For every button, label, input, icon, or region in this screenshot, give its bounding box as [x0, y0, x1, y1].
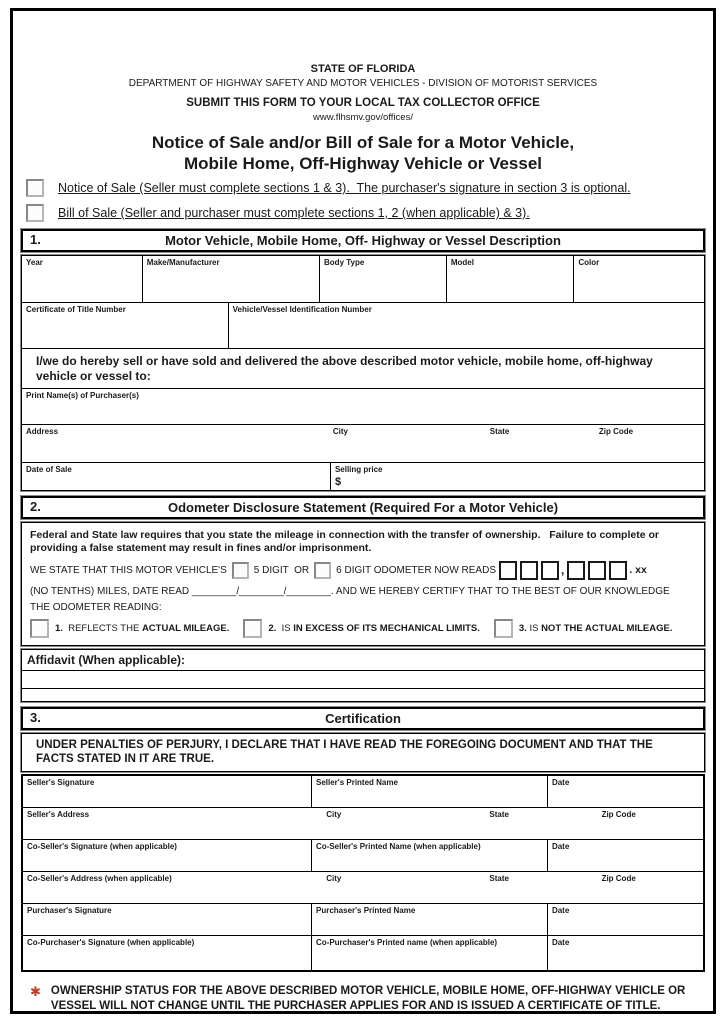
- city-label: City: [332, 426, 349, 436]
- option3-text: IS: [529, 622, 542, 634]
- section3-number: 3.: [30, 709, 41, 725]
- model-label: Model: [450, 257, 474, 267]
- excess-mechanical-limits-checkbox[interactable]: [243, 619, 262, 638]
- certification-statement-box: [21, 733, 705, 772]
- option2-text: IS: [281, 622, 294, 634]
- co-seller-zip-label: Zip Code: [601, 873, 636, 883]
- seller-signature-field[interactable]: [23, 776, 312, 807]
- sale-statement: I/we do hereby sell or have sold and delivered the above described motor vehicle, mobile home, off-highway vehicle or vessel to:: [36, 353, 653, 383]
- form-page: [10, 8, 716, 1014]
- certification-statement: UNDER PENALTIES OF PERJURY, I DECLARE THAT I HAVE READ THE FOREGOING DOCUMENT AND THAT THE FACTS STATED IN IT ARE TRUE.: [36, 738, 653, 765]
- co-seller-date-label: Date: [551, 841, 570, 851]
- section2-number: 2.: [30, 498, 41, 514]
- zip-label: Zip Code: [598, 426, 634, 436]
- section3-title: Certification: [325, 710, 401, 726]
- odometer-statement-line: [30, 561, 696, 580]
- purchaser-name-label: Print Name(s) of Purchaser(s): [26, 390, 139, 400]
- not-actual-mileage-checkbox[interactable]: [494, 619, 513, 638]
- odometer-reading-options: [30, 619, 696, 638]
- section1-number: 1.: [30, 231, 41, 247]
- bill-of-sale-label: Bill of Sale (Seller and purchaser must complete sections 1, 2 (when applicable) & 3).: [58, 206, 530, 220]
- year-label: Year: [26, 257, 43, 267]
- co-seller-state-label: State: [489, 873, 509, 883]
- model-field[interactable]: [447, 256, 575, 302]
- co-purchaser-date-label: Date: [551, 937, 570, 947]
- title-number-field[interactable]: [22, 303, 229, 348]
- seller-date-field[interactable]: [548, 776, 703, 807]
- seller-address-label: Seller's Address: [27, 809, 90, 819]
- body-type-label: Body Type: [324, 257, 365, 267]
- ownership-note-text: OWNERSHIP STATUS FOR THE ABOVE DESCRIBED MOTOR VEHICLE, MOBILE HOME, OFF-HIGHWAY VEHICLE OR VESSEL WILL NOT CHANGE UNTIL THE PURCHASER APPLIES FOR AND IS ISSUED A CERTIFICATE OF TITLE.: [50, 984, 686, 1012]
- actual-mileage-checkbox[interactable]: [30, 619, 49, 638]
- section3-header: [21, 707, 705, 730]
- option2-number: 2.: [268, 622, 282, 634]
- title-number-label: Certificate of Title Number: [26, 304, 126, 314]
- vin-label: Vehicle/Vessel Identification Number: [232, 304, 372, 314]
- form-title-line1: Notice of Sale and/or Bill of Sale for a Motor Vehicle,: [151, 132, 575, 152]
- co-seller-signature-label: Co-Seller's Signature (when applicable): [27, 841, 177, 851]
- red-asterisk-icon: ✱: [30, 983, 41, 999]
- section1-header: [21, 229, 705, 252]
- seller-address-row[interactable]: [23, 807, 703, 839]
- option1-number: 1.: [55, 622, 69, 634]
- co-seller-printed-name-field[interactable]: [312, 840, 548, 871]
- co-seller-printed-name-label: Co-Seller's Printed Name (when applicable): [316, 841, 481, 851]
- co-seller-signature-row: [23, 839, 703, 871]
- date-read-line[interactable]: (NO TENTHS) MILES, DATE READ ________/________/________. AND WE HEREBY CERTIFY THAT TO THE BEST OF OUR KNOWLEDGE: [30, 585, 670, 597]
- notice-of-sale-option: [26, 178, 706, 199]
- purchaser-printed-name-field[interactable]: [312, 904, 548, 935]
- year-field[interactable]: [22, 256, 143, 302]
- odometer-digit-box-2[interactable]: [520, 561, 538, 580]
- vin-field[interactable]: [229, 303, 704, 348]
- odometer-digit-box-4[interactable]: [567, 561, 585, 580]
- purchaser-signature-label: Purchaser's Signature: [27, 905, 112, 915]
- purchaser-printed-name-label: Purchaser's Printed Name: [316, 905, 416, 915]
- department-title: DEPARTMENT OF HIGHWAY SAFETY AND MOTOR VEHICLES - DIVISION OF MOTORIST SERVICES: [128, 77, 598, 89]
- co-seller-address-row[interactable]: [23, 871, 703, 903]
- excess-mechanical-limits-option: [243, 619, 480, 638]
- seller-signature-label: Seller's Signature: [27, 777, 95, 787]
- odometer-digit-box-1[interactable]: [499, 561, 517, 580]
- bill-of-sale-option: [26, 203, 706, 224]
- form-title-line2: Mobile Home, Off-Highway Vehicle or Vessel: [183, 153, 543, 173]
- seller-date-label: Date: [551, 777, 570, 787]
- bill-of-sale-checkbox[interactable]: [26, 204, 44, 222]
- odometer-digit-box-3[interactable]: [541, 561, 559, 580]
- odometer-statement-prefix: WE STATE THAT THIS MOTOR VEHICLE'S: [30, 564, 227, 576]
- option3-number: 3.: [518, 622, 530, 634]
- body-type-field[interactable]: [320, 256, 447, 302]
- five-digit-label: 5 DIGIT OR: [253, 564, 310, 576]
- form-header: [20, 63, 706, 174]
- section2-header: [21, 496, 705, 519]
- address-label: Address: [26, 426, 59, 436]
- make-field[interactable]: [143, 256, 320, 302]
- co-purchaser-signature-field[interactable]: [23, 936, 312, 970]
- seller-city-label: City: [326, 809, 342, 819]
- six-digit-label: 6 DIGIT ODOMETER NOW READS: [336, 564, 496, 576]
- odometer-reading-label: THE ODOMETER READING:: [30, 601, 162, 613]
- option2-bold-text: IN EXCESS OF ITS MECHANICAL LIMITS.: [293, 622, 480, 634]
- purchaser-name-field[interactable]: [22, 388, 704, 424]
- co-purchaser-signature-label: Co-Purchaser's Signature (when applicable): [27, 937, 195, 947]
- seller-printed-name-field[interactable]: [312, 776, 548, 807]
- notice-of-sale-label: Notice of Sale (Seller must complete sections 1 & 3). The purchaser's signature in section 3 is optional.: [58, 181, 631, 195]
- ownership-note: [30, 984, 700, 1014]
- seller-signature-row: [23, 776, 703, 807]
- actual-mileage-option: [30, 619, 229, 638]
- form-title: [20, 132, 706, 174]
- website-url: www.flhsmv.gov/offices/: [313, 111, 413, 123]
- five-digit-checkbox[interactable]: [232, 562, 249, 579]
- co-purchaser-date-field[interactable]: [548, 936, 703, 970]
- notice-of-sale-checkbox[interactable]: [26, 179, 44, 197]
- odometer-comma: ,: [561, 563, 565, 577]
- section1-body: [21, 255, 705, 491]
- purchaser-address-field[interactable]: [22, 424, 704, 462]
- certification-table: [21, 774, 705, 972]
- co-seller-address-label: Co-Seller's Address (when applicable): [27, 873, 172, 883]
- co-seller-date-field[interactable]: [548, 840, 703, 871]
- affidavit-line-2[interactable]: [22, 689, 704, 701]
- purchaser-signature-field[interactable]: [23, 904, 312, 935]
- selling-price-label: Selling price: [334, 464, 383, 474]
- make-label: Make/Manufacturer: [146, 257, 220, 267]
- date-of-sale-label: Date of Sale: [26, 464, 72, 474]
- six-digit-checkbox[interactable]: [314, 562, 331, 579]
- date-of-sale-field[interactable]: [22, 463, 331, 490]
- state-label: State: [489, 426, 510, 436]
- affidavit-box: [21, 649, 705, 702]
- affidavit-line-1[interactable]: [22, 671, 704, 689]
- section1-title: Motor Vehicle, Mobile Home, Off- Highway or Vessel Description: [165, 232, 561, 248]
- co-seller-signature-field[interactable]: [23, 840, 312, 871]
- odometer-digit-box-5[interactable]: [588, 561, 606, 580]
- seller-state-label: State: [489, 809, 509, 819]
- co-seller-city-label: City: [326, 873, 342, 883]
- seller-zip-label: Zip Code: [601, 809, 636, 819]
- odometer-decimal-suffix: . xx: [629, 564, 647, 576]
- affidavit-label: Affidavit (When applicable):: [22, 650, 704, 671]
- seller-printed-name-label: Seller's Printed Name: [316, 777, 398, 787]
- odometer-digit-box-6[interactable]: [609, 561, 627, 580]
- color-label: Color: [578, 257, 600, 267]
- not-actual-mileage-option: [494, 619, 673, 638]
- section2-body: [21, 522, 705, 646]
- option1-bold-text: ACTUAL MILEAGE.: [141, 622, 230, 634]
- purchaser-signature-row: [23, 903, 703, 935]
- purchaser-date-field[interactable]: [548, 904, 703, 935]
- co-purchaser-printed-name-field[interactable]: [312, 936, 548, 970]
- co-purchaser-signature-row: [23, 935, 703, 970]
- submit-instruction: SUBMIT THIS FORM TO YOUR LOCAL TAX COLLECTOR OFFICE: [186, 97, 540, 110]
- section2-title: Odometer Disclosure Statement (Required For a Motor Vehicle): [167, 499, 559, 515]
- color-field[interactable]: [574, 256, 704, 302]
- option1-text: REFLECTS THE: [68, 622, 142, 634]
- purchaser-date-label: Date: [551, 905, 570, 915]
- currency-symbol: $: [334, 475, 342, 488]
- co-purchaser-printed-name-label: Co-Purchaser's Printed name (when applicable): [316, 937, 498, 947]
- option3-bold-text: NOT THE ACTUAL MILEAGE.: [541, 622, 673, 634]
- state-title: STATE OF FLORIDA: [310, 63, 416, 75]
- odometer-warning: Federal and State law requires that you state the mileage in connection with the transfer of ownership. Failure to complete or providing a false statement may result in fines and/or imprisonment.: [30, 528, 662, 554]
- selling-price-field[interactable]: [331, 463, 704, 490]
